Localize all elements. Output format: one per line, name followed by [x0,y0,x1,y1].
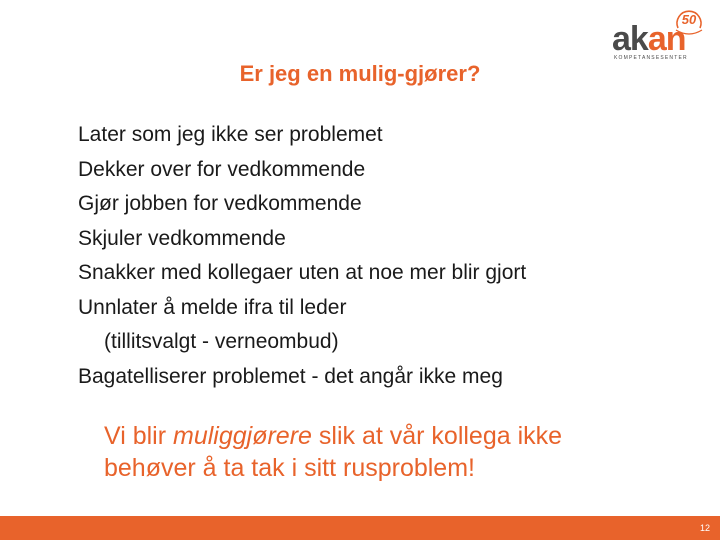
callout-line-2: behøver å ta tak i sitt rusproblem! [104,454,475,482]
callout-part-2: slik at vår kollega ikke [311,422,563,450]
logo-word-main: ak [612,20,648,58]
list-item: Snakker med kollegaer uten at noe mer blir gjort [78,261,527,284]
logo-subtitle: KOMPETANSESENTER [614,55,688,61]
list-item: Dekker over for vedkommende [78,157,366,181]
list-item: Bagatelliserer problemet - det angår ikke meg [78,364,503,388]
footer-bar [0,516,720,540]
list-item: Skjuler vedkommende [78,226,286,250]
logo-word-accent: an [647,20,686,58]
callout-text [104,420,562,484]
logo-badge-number: 50 [681,12,697,27]
callout-line-1 [104,420,562,452]
list-item-continuation: (tillitsvalgt - verneombud) [104,330,339,353]
callout-part-1: Vi blir [104,422,174,450]
list-item: Later som jeg ikke ser problemet [78,123,383,146]
callout-emphasis: muliggjørere [173,422,312,450]
slide-title: Er jeg en mulig-gjører? [239,61,481,86]
list-item: Gjør jobben for vedkommende [78,192,362,215]
bullet-list [78,118,526,394]
logo-wordmark [612,22,686,56]
list-item: Unnlater å melde ifra til leder [78,295,347,319]
page-number: 12 [699,523,710,533]
